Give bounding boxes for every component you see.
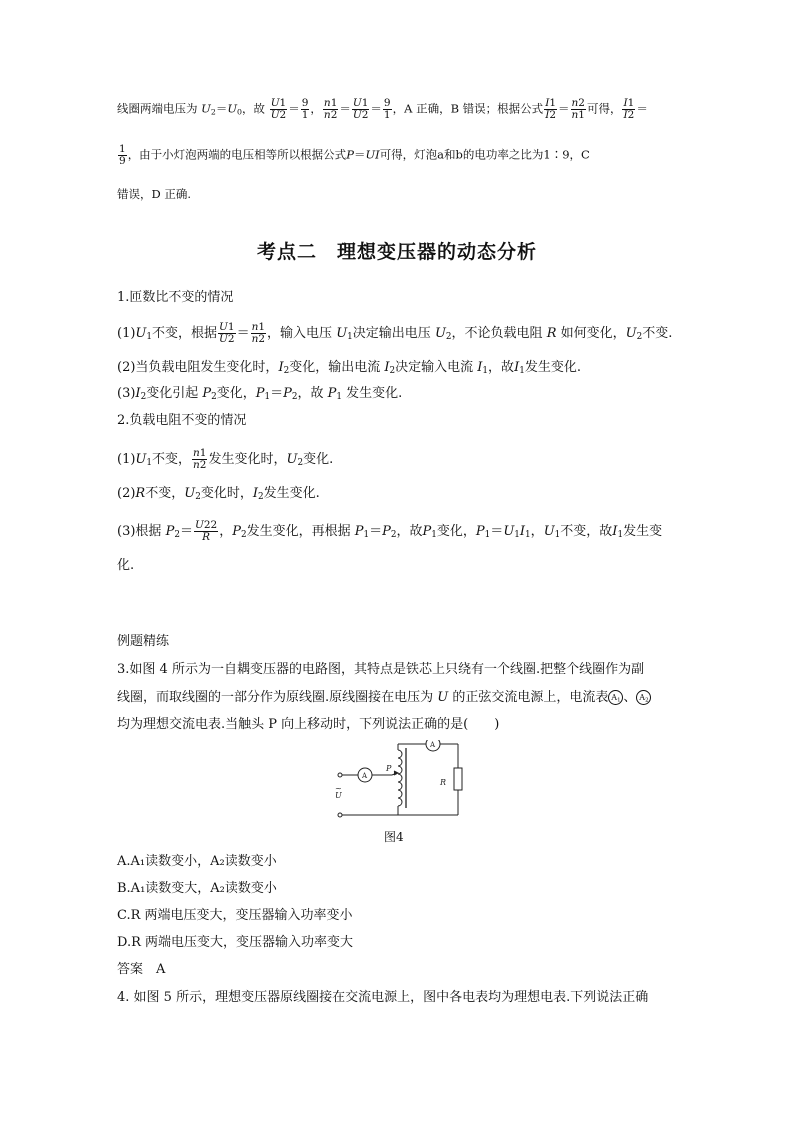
option-b: B.A₁读数变大，A₂读数变小	[117, 881, 277, 896]
case1-item-1: $(1)U_1$不变，根据 $\frac{U1}{U2}$ ＝ $\frac{n1}{n2}$ ，输入电压 $U_1$决定输出电压 $U_2$，不论负载电阻 R 如何变化，$U_2$不变.	[117, 321, 673, 346]
text-fragment: 根据	[135, 524, 162, 540]
fraction: $\frac{U1}{U2}$	[219, 321, 235, 346]
text-fragment: 发生变化，再根据	[246, 524, 351, 540]
text-fragment: 变化引起	[146, 386, 199, 401]
example-heading: 例题精练	[117, 634, 170, 649]
answer: 答案 A	[117, 962, 166, 977]
text-fragment: 决定输入电流	[395, 360, 474, 375]
fraction: $\frac{n2}{n1}$	[571, 97, 585, 122]
section-title: 考点二 理想变压器的动态分析	[256, 241, 537, 263]
text-fragment: ，	[530, 524, 544, 540]
text-fragment: 变化时，	[200, 486, 253, 501]
text-fragment: 变化，	[216, 386, 256, 401]
text-fragment: 发生变化.	[346, 386, 403, 401]
text-fragment: 当负载电阻发生变化时，	[135, 360, 279, 375]
fraction: $\frac{9}{1}$	[301, 97, 309, 122]
ammeter-a1-icon: $A_1$	[608, 690, 623, 705]
text-fragment: ，故	[396, 524, 423, 540]
svg-text:A: A	[362, 772, 368, 780]
text-fragment: ，不论负载电阻	[451, 326, 543, 342]
ammeter-a2-icon: $A_2$	[636, 690, 651, 705]
text-fragment: ，故	[242, 101, 266, 116]
case2-item-1: $(1)U_1$不变， $\frac{n1}{n2}$ 发生变化时，$U_2$变化.	[117, 447, 334, 472]
text-fragment: 如何变化，	[560, 326, 626, 342]
fraction: $\frac{n1}{n2}$	[251, 321, 266, 346]
fraction: $\frac{n1}{n2}$	[323, 97, 338, 122]
text-fragment: 决定输出电压	[352, 326, 431, 342]
solution-line-3: 错误，D 正确.	[117, 187, 192, 201]
input-terminal-bottom	[338, 813, 342, 817]
case2-item-2: (2)R不变，$U_2$变化时，$I_2$发生变化.	[117, 486, 320, 503]
text-fragment: 可得，灯泡a和b的电功率之比为1∶9，C	[379, 147, 590, 162]
resistor-r	[454, 768, 462, 790]
svg-text:R: R	[440, 778, 447, 787]
fraction: $\frac{n1}{n2}$	[193, 447, 207, 472]
option-c: C.R 两端电压变大，变压器输入功率变小	[117, 908, 353, 923]
text-fragment: ，故	[297, 386, 324, 401]
autotransformer-circuit-diagram	[328, 740, 468, 820]
option-d: D.R 两端电压变大，变压器输入功率变大	[117, 935, 354, 950]
text-fragment: 可得，	[586, 101, 622, 116]
fraction: $\frac{U22}{R}$	[194, 519, 218, 544]
case1-heading: 1.匝数比不变的情况	[117, 290, 234, 305]
case1-item-3: $(3)I_2$变化引起 $P_2$变化，$P_1=P_2$，故 $P_1$ 发生变化.	[117, 386, 403, 403]
q4-line-1: 4. 如图 5 所示，理想变压器原线圈接在交流电源上，图中各电表均为理想电表.下列说法正确	[117, 990, 649, 1005]
svg-text:A: A	[430, 741, 436, 749]
text-fragment: 不变，故	[560, 524, 613, 540]
case2-heading: 2.负载电阻不变的情况	[117, 413, 247, 428]
text-fragment: 变化，输出电流	[289, 360, 381, 375]
figure-caption: 图4	[384, 830, 404, 844]
q3-line-1: 3.如图 4 所示为一自耦变压器的电路图，其特点是铁芯上只绕有一个线圈.把整个线圈作为副	[117, 662, 645, 677]
text-fragment: ，由于小灯泡两端的电压相等所以根据公式	[127, 147, 347, 162]
text-fragment: 不变，	[145, 486, 185, 501]
text-fragment: 变化.	[303, 452, 334, 468]
text-fragment: 不变.	[642, 326, 673, 342]
text-fragment: ，	[219, 524, 233, 540]
transformer-coil	[398, 750, 402, 806]
q3-line-2: 线圈，而取线圈的一部分作为原线圈.原线圈接在电压为 U 的正弦交流电源上，电流表 $A_1$ 、 $A_2$	[117, 688, 682, 708]
text-fragment: 变化，	[436, 524, 476, 540]
fraction: $\frac{1}{9}$	[119, 143, 126, 168]
solution-line-1: 线圈两端电压为 $U_2=U_0$，故 $\frac{U1}{U2}$ ＝ $\frac{9}{1}$ ， $\frac{n1}{n2}$ ＝ $\frac{U1}{U2}$ ＝ $\frac{9}{1}$ ，A 正确，B 错误；根据公式 $\frac{I1}{I2}$ ＝ $\frac{n2}{n1}$ 可得， $\frac{I1}{I2}$ ＝	[117, 97, 648, 122]
text-fragment: ，故	[488, 360, 515, 375]
case1-item-2: (2)当负载电阻发生变化时，$I_2$变化，输出电流 $I_2$决定输入电流 $I_1$，故$I_1$发生变化.	[117, 360, 581, 377]
fraction: $\frac{I1}{I2}$	[545, 97, 557, 122]
case2-item-3-cont: 化.	[117, 558, 135, 573]
input-terminal-top	[338, 773, 342, 777]
text-fragment: 发生变化.	[524, 360, 581, 375]
fraction: $\frac{I1}{I2}$	[623, 97, 635, 122]
svg-text:P: P	[386, 764, 392, 773]
svg-text:~: ~	[335, 784, 342, 793]
text-fragment: 线圈，而取线圈的一部分作为原线圈.原线圈接在电压为	[117, 690, 434, 705]
fraction: $\frac{9}{1}$	[383, 97, 391, 122]
case2-item-3: (3)根据 $P_2=$ $\frac{U22}{R}$ ，$P_2$发生变化，再根据 $P_1=P_2$，故$P_1$变化，$P_1=U_1I_1$，$U_1$不变，故$I_1$发生变	[117, 519, 663, 544]
text-fragment: 的正弦交流电源上，电流表	[452, 690, 609, 705]
text-fragment: ，A 正确，B 错误；根据公式	[392, 101, 544, 116]
text-fragment: 发生变化.	[263, 486, 320, 501]
fraction: $\frac{U1}{U2}$	[270, 97, 287, 122]
q3-line-3: 均为理想交流电表.当触头 P 向上移动时，下列说法正确的是( )	[117, 717, 500, 732]
fraction: $\frac{U1}{U2}$	[352, 97, 369, 122]
text-fragment: 、	[623, 690, 637, 705]
solution-line-2: $\frac{1}{9}$ ，由于小灯泡两端的电压相等所以根据公式P＝UI可得，灯泡a和b的电功率之比为1∶9，C	[119, 143, 590, 168]
option-a: A.A₁读数变小，A₂读数变小	[117, 854, 277, 869]
text-fragment: 不变，根据	[152, 326, 218, 342]
text-fragment: 不变，	[152, 452, 192, 468]
svg-text:U: U	[335, 791, 342, 800]
text-fragment: 发生变	[623, 524, 663, 540]
text-fragment: ，输入电压	[267, 326, 333, 342]
text-fragment: 发生变化时，	[208, 452, 287, 468]
text-fragment: 线圈两端电压为	[117, 101, 198, 116]
